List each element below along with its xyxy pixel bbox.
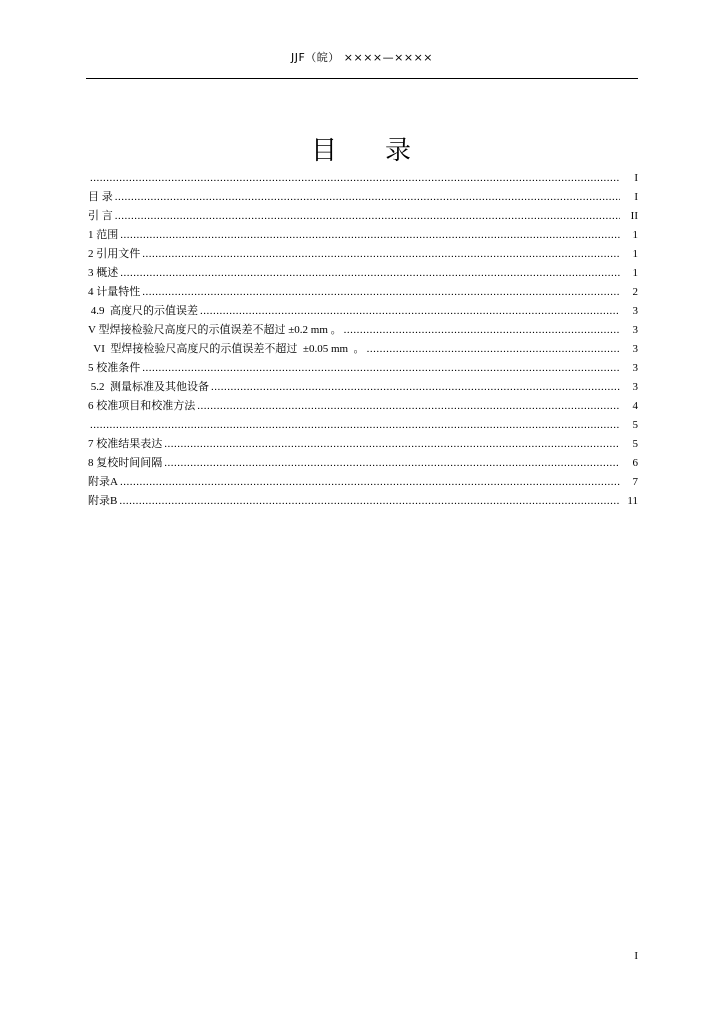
toc-leader-dots	[164, 454, 620, 473]
toc-entry-label: 7 校准结果表达	[88, 438, 163, 450]
toc-entry[interactable]	[88, 454, 638, 473]
page-number: I	[634, 950, 638, 962]
header-rule	[86, 78, 638, 79]
toc-entry[interactable]	[88, 359, 638, 378]
toc-entry-page: 5	[632, 419, 638, 431]
toc-entry-page: I	[634, 191, 638, 203]
toc-entry-label: 1 范围	[88, 229, 119, 241]
toc-entry[interactable]	[88, 435, 638, 454]
toc-entry-label: 目 录	[88, 191, 113, 203]
toc-entry[interactable]	[88, 416, 638, 435]
toc-entry[interactable]	[88, 321, 638, 340]
toc-entry-page: II	[630, 210, 638, 222]
toc-leader-dots	[142, 245, 620, 264]
toc-entry[interactable]	[88, 264, 638, 283]
toc-entry-label: 5 校准条件	[88, 362, 141, 374]
toc-entry-label: 3 概述	[88, 267, 119, 279]
toc-entry[interactable]	[88, 169, 638, 188]
toc-entry-page: 3	[632, 362, 638, 374]
toc-leader-dots	[142, 283, 620, 302]
toc-entry-label: 8 复校时间间隔	[88, 457, 163, 469]
toc-entry-label: 附录A	[88, 476, 118, 488]
toc-entry-label: 5.2 测量标准及其他设备	[88, 381, 209, 393]
toc-entry-page: 7	[632, 476, 638, 488]
toc-entry[interactable]	[88, 378, 638, 397]
toc-entry-page: 6	[632, 457, 638, 469]
toc-entry-label: 引 言	[88, 210, 113, 222]
toc-entry[interactable]	[88, 245, 638, 264]
toc-entry-page: 1	[632, 267, 638, 279]
toc-leader-dots	[197, 397, 620, 416]
running-header: JJF（皖） ××××—××××	[290, 51, 434, 64]
toc-entry-label: 2 引用文件	[88, 248, 141, 260]
title-char-right: 录	[385, 136, 414, 166]
table-of-contents	[88, 169, 638, 511]
toc-leader-dots	[367, 340, 620, 359]
toc-entry-page: 11	[627, 495, 638, 507]
toc-entry[interactable]	[88, 283, 638, 302]
toc-entry-label: 4 计量特性	[88, 286, 141, 298]
toc-entry-page: 5	[632, 438, 638, 450]
toc-entry-page: 1	[632, 248, 638, 260]
toc-leader-dots	[90, 416, 620, 435]
title-char-left: 目	[310, 136, 339, 166]
toc-leader-dots	[142, 359, 620, 378]
toc-entry-label: VI 型焊接检验尺高度尺的示值误差不超过 ±0.05 mm 。	[88, 343, 365, 355]
toc-leader-dots	[164, 435, 620, 454]
toc-leader-dots	[200, 302, 620, 321]
toc-entry-label: 6 校准项目和校准方法	[88, 400, 196, 412]
toc-entry-page: 2	[632, 286, 638, 298]
toc-entry-page: 3	[632, 343, 638, 355]
toc-entry-page: 3	[632, 305, 638, 317]
toc-leader-dots	[344, 321, 620, 340]
toc-entry-page: 3	[632, 324, 638, 336]
toc-entry-page: 1	[632, 229, 638, 241]
toc-entry-page: I	[634, 172, 638, 184]
toc-entry-label: 4.9 高度尺的示值误差	[88, 305, 198, 317]
toc-leader-dots	[120, 473, 620, 492]
toc-entry-page: 3	[632, 381, 638, 393]
toc-entry[interactable]	[88, 207, 638, 226]
toc-entry[interactable]	[88, 340, 638, 359]
toc-leader-dots	[211, 378, 620, 397]
toc-leader-dots	[120, 226, 620, 245]
toc-entry-label: 附录B	[88, 495, 118, 507]
toc-entry[interactable]	[88, 226, 638, 245]
toc-entry[interactable]	[88, 492, 638, 511]
page-title	[0, 130, 724, 167]
toc-leader-dots	[90, 169, 620, 188]
toc-leader-dots	[120, 264, 620, 283]
toc-entry-page: 4	[632, 400, 638, 412]
toc-entry-label: V 型焊接检验尺高度尺的示值误差不超过 ±0.2 mm 。	[88, 324, 342, 336]
toc-entry[interactable]	[88, 473, 638, 492]
toc-leader-dots	[115, 188, 620, 207]
toc-leader-dots	[115, 207, 620, 226]
toc-entry[interactable]	[88, 397, 638, 416]
toc-entry[interactable]	[88, 188, 638, 207]
toc-entry[interactable]	[88, 302, 638, 321]
toc-leader-dots	[119, 492, 620, 511]
